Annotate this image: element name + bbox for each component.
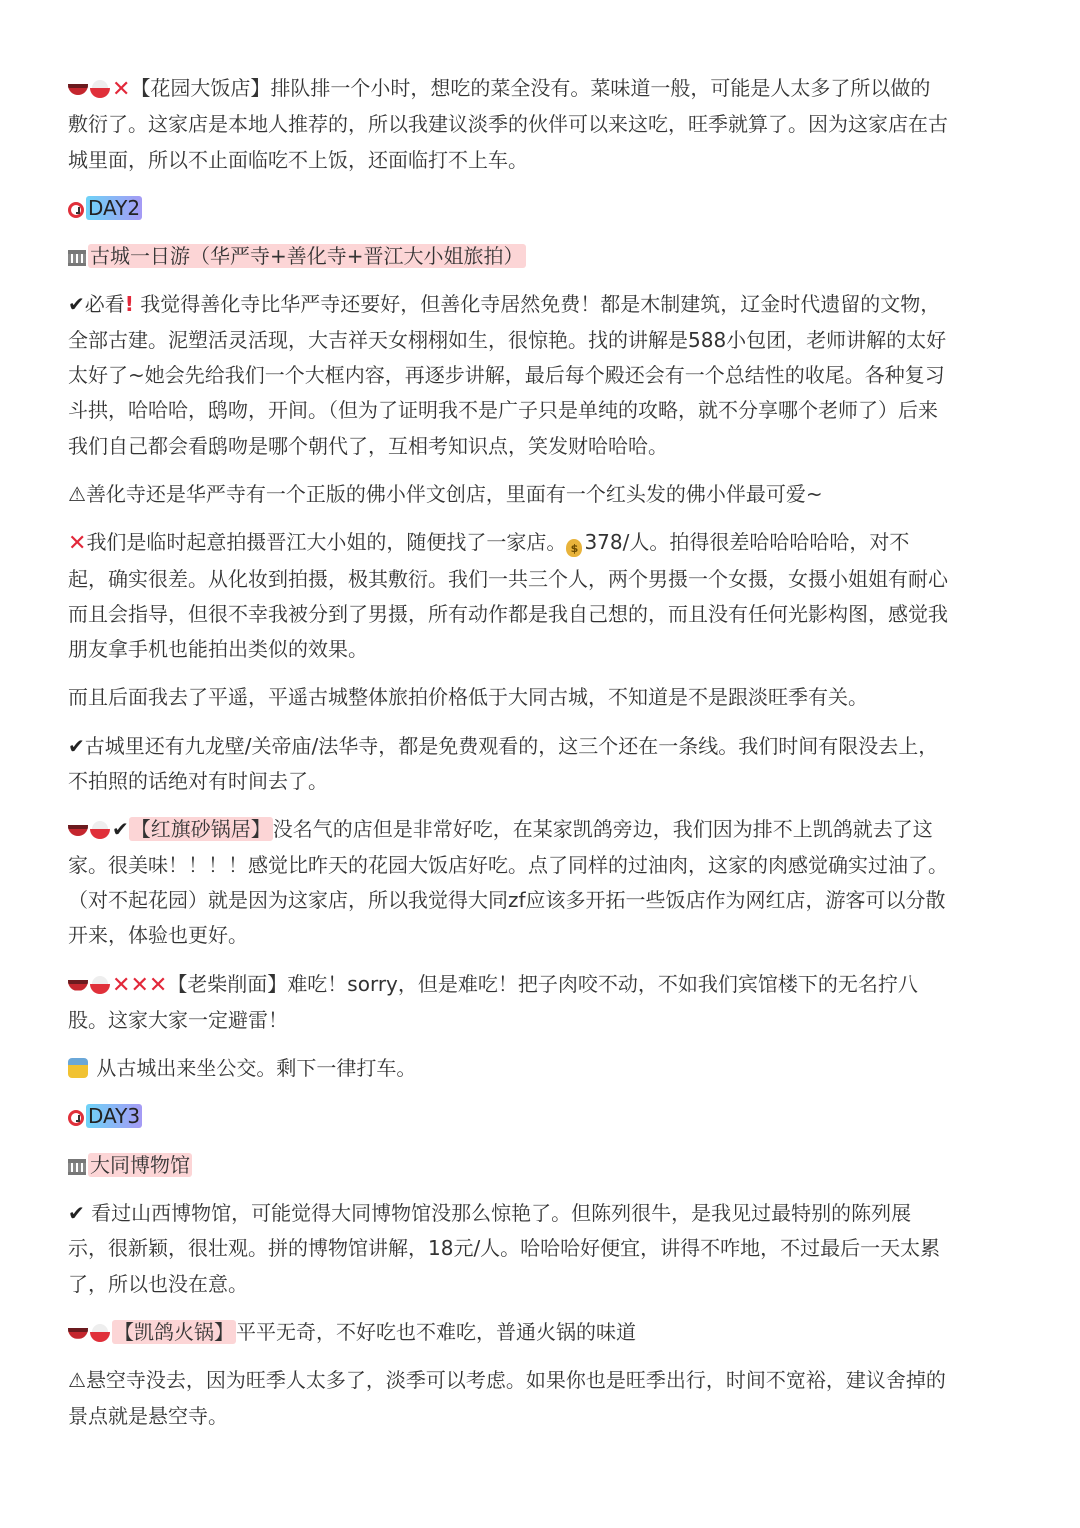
bowl-icon — [68, 825, 88, 836]
section-title: 大同博物馆 — [90, 1152, 190, 1177]
bowl-icon — [68, 980, 88, 991]
text-line: 敷衍了。这家店是本地人推荐的，所以我建议淡季的伙伴可以来这吃，旺季就算了。因为这家店在古 — [68, 112, 948, 137]
paragraph-laochai — [68, 967, 1018, 1039]
text-line: 开来，体验也更好。 — [68, 923, 248, 948]
text-line: 悬空寺没去，因为旺季人太多了，淡季可以考虑。如果你也是旺季出行，时间不宽裕，建议舍掉的 — [85, 1368, 946, 1393]
warning-icon: ⚠ — [68, 1368, 86, 1393]
paragraph-photo — [68, 525, 1018, 667]
section-title: 古城一日游（华严寺+善化寺+晋江大小姐旅拍） — [90, 244, 524, 269]
text-line: 平平无奇，不好吃也不难吃，普通火锅的味道 — [236, 1319, 636, 1344]
text-line: 景点就是悬空寺。 — [68, 1403, 228, 1428]
restaurant-name: 【花园大饭店】 — [130, 76, 271, 100]
text-line: 古城里还有九龙壁/关帝庙/法华寺，都是免费观看的，这三个还在一条线。我们时间有限没去上， — [84, 733, 939, 758]
paragraph-transport — [68, 1051, 1018, 1086]
paragraph-shop — [68, 477, 1018, 512]
check-icon: ✔ — [68, 292, 85, 317]
text-line: 家。很美味！！！！感觉比昨天的花园大饭店好吃。点了同样的过油肉，这家的肉感觉确实过油了。 — [68, 852, 948, 877]
rice-icon — [90, 1324, 110, 1342]
text-line: （对不起花园）就是因为这家店，所以我觉得大同zf应该多开拓一些饭店作为网红店，游客可以分散 — [68, 887, 946, 912]
price-text: 378/人。拍得很差哈哈哈哈哈，对不 — [584, 530, 910, 555]
rice-icon — [90, 976, 110, 994]
prefix: 必看 — [84, 292, 125, 317]
paragraph-hongqi — [68, 812, 1018, 953]
day3-heading — [68, 1099, 1018, 1134]
text-line: 我们是临时起意拍摄晋江大小姐的，随便找了一家店。 — [86, 530, 567, 555]
classical-building-icon — [68, 1159, 86, 1175]
restaurant-name: 【老柴削面】 — [167, 971, 288, 996]
text-line: 股。这家大家一定避雷！ — [68, 1007, 288, 1032]
exclamation-icon: ! — [124, 292, 134, 317]
text-line: 朋友拿手机也能拍出类似的效果。 — [68, 637, 368, 662]
alarm-clock-icon — [68, 1110, 84, 1126]
cross-icon: ✕ — [130, 972, 149, 998]
text-line: 从古城出来坐公交。剩下一律打车。 — [96, 1056, 417, 1081]
check-icon: ✔ — [68, 1201, 85, 1226]
section-heading — [68, 1148, 1018, 1183]
document — [68, 71, 1018, 1447]
text-line: 不拍照的话绝对有时间去了。 — [68, 769, 328, 794]
bowl-icon — [68, 84, 88, 95]
text-line: 而且后面我去了平遥，平遥古城整体旅拍价格低于大同古城，不知道是不是跟淡旺季有关。 — [68, 685, 868, 710]
text-line: 难吃！sorry，但是难吃！把子肉咬不动，不如我们宾馆楼下的无名拧八 — [287, 971, 918, 996]
cross-icon: ✕ — [68, 531, 87, 557]
day-label: DAY3 — [88, 1104, 141, 1129]
day-label: DAY2 — [88, 195, 141, 220]
restaurant-name: 【凯鸽火锅】 — [114, 1319, 234, 1344]
section-heading — [68, 239, 1018, 274]
paragraph-museum — [68, 1196, 1018, 1302]
text-line: 看过山西博物馆，可能觉得大同博物馆没那么惊艳了。但陈列很牛，是我见过最特别的陈列展 — [91, 1201, 912, 1226]
check-icon: ✔ — [68, 733, 85, 758]
paragraph-xuankong — [68, 1363, 1018, 1434]
text-line: 太好了~她会先给我们一个大框内容，再逐步讲解，最后每个殿还会有一个总结性的收尾。各种复习 — [68, 363, 945, 388]
cross-icon: ✕ — [112, 972, 131, 998]
paragraph-kaige — [68, 1315, 1018, 1350]
classical-building-icon — [68, 250, 86, 266]
cross-icon: ✕ — [112, 77, 131, 102]
rice-icon — [90, 80, 110, 98]
rice-icon — [90, 821, 110, 839]
bus-icon — [68, 1058, 88, 1078]
text-line: 善化寺还是华严寺有一个正版的佛小伴文创店，里面有一个红头发的佛小伴最可爱~ — [85, 481, 823, 506]
day2-heading — [68, 191, 1018, 226]
paragraph-pingyao — [68, 680, 1018, 715]
restaurant-name: 【红旗砂锅居】 — [130, 817, 271, 842]
check-icon: ✔ — [112, 817, 129, 842]
paragraph-other-sights — [68, 729, 1018, 800]
bowl-icon — [68, 1328, 88, 1339]
text-line: 我觉得善化寺比华严寺还要好，但善化寺居然免费！都是木制建筑，辽金时代遗留的文物， — [140, 292, 941, 317]
warning-icon: ⚠ — [68, 481, 86, 506]
text-line: 而且会指导，但很不幸我被分到了男摄，所有动作都是我自己想的，而且没有任何光影构图，感觉我 — [68, 601, 948, 626]
text-line: 了，所以也没在意。 — [68, 1271, 248, 1296]
text-line: 城里面，所以不止面临吃不上饭，还面临打不上车。 — [68, 147, 528, 172]
cross-icon: ✕ — [148, 972, 168, 998]
text-line: 示，很新颖，很壮观。拼的博物馆讲解，18元/人。哈哈哈好便宜，讲得不咋地，不过最后一天太累 — [68, 1236, 941, 1261]
paragraph-temples — [68, 287, 1018, 463]
alarm-clock-icon — [68, 202, 84, 218]
text-line: 没名气的店但是非常好吃，在某家凯鸽旁边，我们因为排不上凯鸽就去了这 — [272, 817, 933, 842]
text-line: 斗拱，哈哈哈，鸱吻，开间。（但为了证明我不是广子只是单纯的攻略，就不分享哪个老师了）后来 — [68, 398, 938, 423]
text-line: 全部古建。泥塑活灵活现，大吉祥天女栩栩如生，很惊艳。找的讲解是588小包团，老师讲解的太好 — [68, 327, 947, 352]
text-line: 排队排一个小时，想吃的菜全没有。菜味道一般，可能是人太多了所以做的 — [270, 76, 931, 100]
paragraph-huayuan — [68, 71, 1018, 178]
text-line: 我们自己都会看鸱吻是哪个朝代了，互相考知识点，笑发财哈哈哈。 — [68, 433, 668, 458]
money-bag-icon: $ — [566, 539, 582, 557]
text-line: 起，确实很差。从化妆到拍摄，极其敷衍。我们一共三个人，两个男摄一个女摄，女摄小姐姐有耐心 — [68, 566, 948, 591]
